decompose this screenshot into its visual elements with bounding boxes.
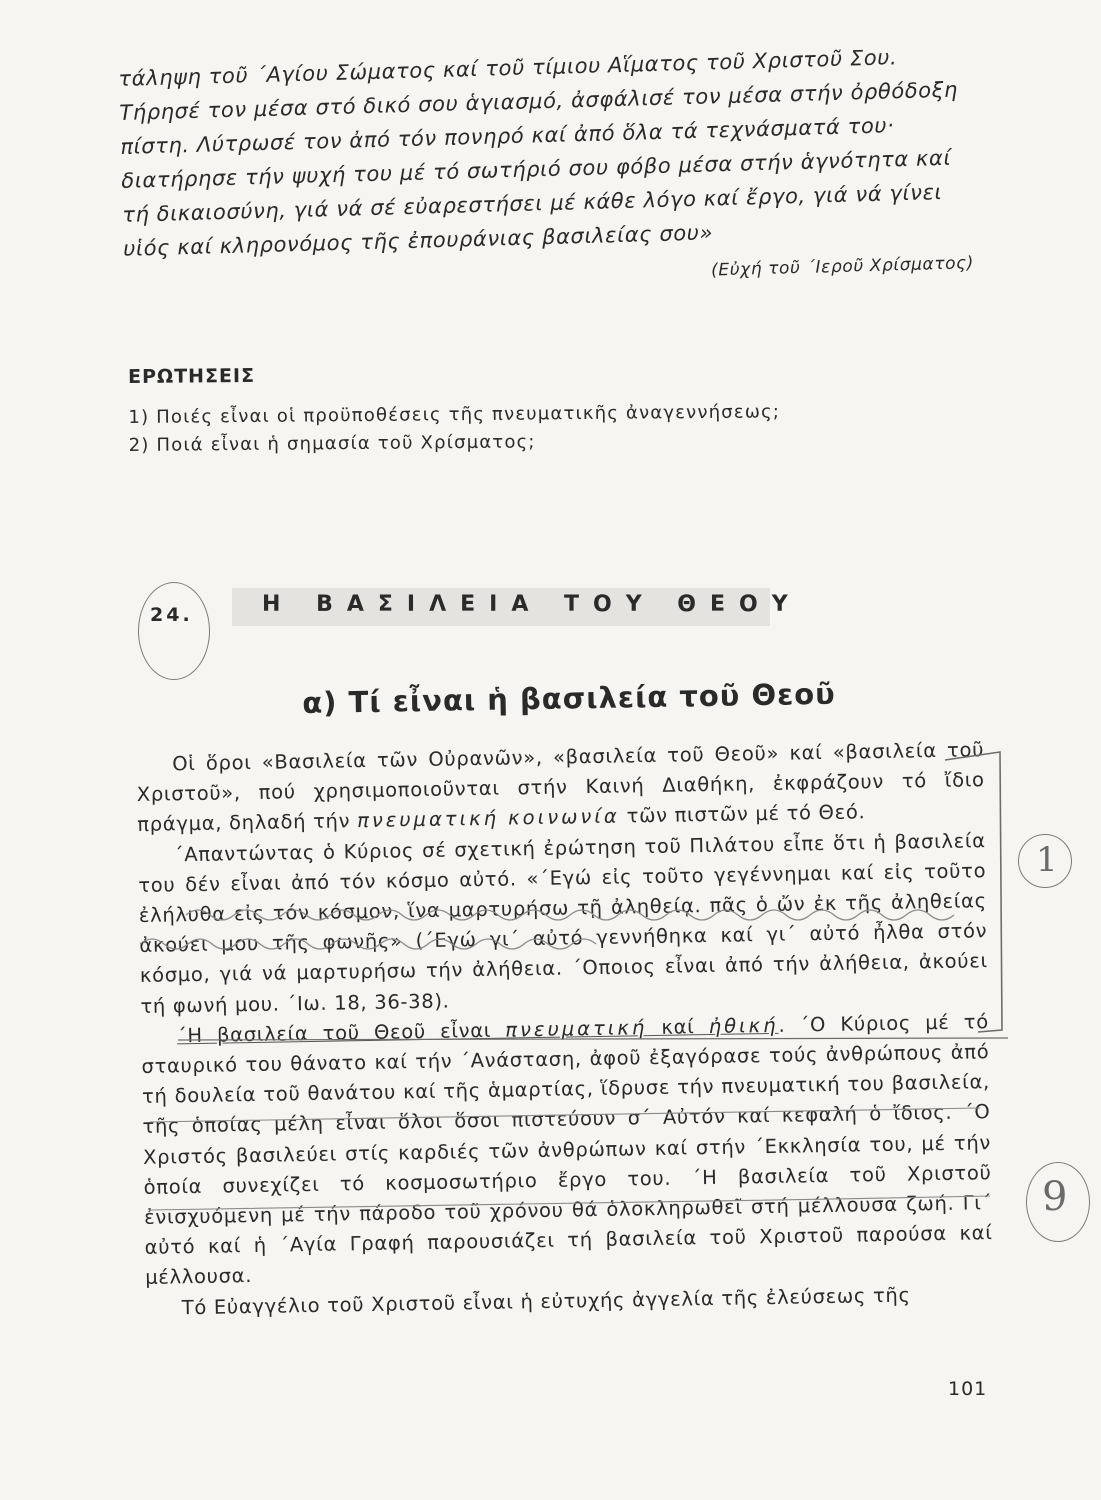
page-number: 101	[948, 1378, 988, 1400]
underlined-phrase: ´Η βασιλεία τοῦ Θεοῦ εἶναι	[176, 1018, 506, 1048]
prayer-text: τάληψη τοῦ ´Αγίου Σώματος καί τοῦ τίμιου Αἵματος τοῦ Χριστοῦ Σου. Τήρησέ τον μέσα στό δικό σου ἁγιασμό, ἀσφάλισέ τον μέσα στήν ὀρθόδοξη πίστη. Λύτρωσέ τον ἀπό τόν πονηρό καί ἀπό ὅλα τά τεχνάσματά του· διατήρησε τήν ψυχή του μέ τό σωτήριό σου φόβο μέσα στήν ἁγνότητα καί τή δικαιοσύνη, γιά νά σέ εὐαρεστήσει μέ κάθε λόγο καί ἔργο, γιά νά γίνει υἱός καί κληρονόμος τῆς ἐπουράνιας βασιλείας σου»	[118, 45, 959, 261]
body-text-run: . ´Ο Κύριος μέ τό σταυρικό του θάνατο καί τήν ´Ανάσταση, ἀφοῦ ἐξαγόρασε τούς ἀνθρώπους ἀπό τή δουλεία τοῦ θανάτου καί τῆς ἁμαρτίας, ἵδρυσε τήν πνευματική του βασιλεία, τῆς ὁποίας μέλη εἶναι ὅλοι ὅσοι πιστεύουν σ´ Αὐτόν καί κεφαλή ὁ ἴδιος. ´Ο Χριστός βασιλεύει στίς καρδιές τῶν ἀνθρώπων καί στήν ´Εκκλησία του, μέ τήν ὁποία συνεχίζει τό κοσμοσωτήριο ἔργο του. ´Η βασιλεία τοῦ Χριστοῦ ἐνισχυόμενη μέ τήν πάροδο τοῦ χρόνου θά ὁλοκληρωθεῖ στή μέλλουσα ζωή. Γι´ αὐτό καί ἡ ´Αγία Γραφή παρουσιάζει τή βασιλεία τοῦ Χριστοῦ παρούσα καί μέλλουσα.	[141, 1009, 993, 1290]
body-paragraph-4: Τό Εὐαγγέλιο τοῦ Χριστοῦ εἶναι ἡ εὐτυχής ἀγγελία τῆς ἐλεύσεως τῆς	[181, 1283, 911, 1319]
body-paragraph-2: ´Απαντώντας ὁ Κύριος σέ σχετική ἐρώτηση τοῦ Πιλάτου εἶπε ὅτι ἡ βασιλεία του δέν εἶναι ἀπό τόν κόσμο αὐτό. «´Εγώ εἰς τοῦτο γεγέννημαι καί εἰς τοῦτο ἐλήλυθα εἰς τόν κόσμον, ἵνα μαρτυρήσω τῇ ἀληθείᾳ. πᾶς ὁ ὤν ἐκ τῆς ἀληθείας ἀκούει μου τῆς φωνῆς» (´Εγώ γι´ αὐτό γεννήθηκα καί γι´ αὐτό ἦλθα στόν κόσμο, γιά νά μαρτυρήσω τήν ἀλήθεια. ´Οποιος εἶναι ἀπό τήν ἀλήθεια, ἀκούει τή φωνή μου. ´Ιω. 18, 36-38).	[138, 828, 989, 1018]
emphasized-term: ἠθική	[708, 1013, 779, 1038]
wavy-underline-mark	[140, 939, 596, 949]
question-item: 2) Ποιά εἶναι ἡ σημασία τοῦ Χρίσματος;	[128, 431, 536, 456]
margin-number-mark: 1	[1036, 840, 1058, 880]
wavy-underline-mark	[186, 910, 954, 920]
separator-pencil-line	[178, 1038, 1008, 1040]
questions-heading: ΕΡΩΤΗΣΕΙΣ	[128, 364, 256, 388]
emphasized-term: πνευματική κοινωνία	[356, 804, 620, 833]
margin-number-mark: 9	[1042, 1174, 1068, 1220]
chapter-title: Η ΒΑΣΙΛΕΙΑ ΤΟΥ ΘΕΟΥ	[262, 592, 802, 617]
pencil-line-mark	[150, 1108, 980, 1122]
emphasized-term: πνευματική	[505, 1015, 648, 1042]
body-text-run: Οἱ ὅροι «Βασιλεία τῶν Οὐρανῶν», «βασιλεία τοῦ Θεοῦ» καί «βασιλεία τοῦ Χριστοῦ», πού χρησιμοποιοῦνται στήν Καινή Διαθήκη, ἐκφράζουν τό ἴδιο πράγμα, δηλαδή τήν	[136, 738, 985, 837]
prayer-source: (Εὐχή τοῦ ´Ιεροῦ Χρίσματος)	[710, 253, 975, 281]
underlined-phrase: καί	[647, 1014, 709, 1039]
pencil-line-mark	[150, 1196, 990, 1210]
body-text-run: τῶν πιστῶν μέ τό Θεό.	[619, 800, 866, 828]
section-heading: α) Τί εἶναι ἡ βασιλεία τοῦ Θεοῦ	[302, 676, 837, 720]
question-item: 1) Ποιές εἶναι οἱ προϋποθέσεις τῆς πνευματικῆς ἀναγεννήσεως;	[128, 401, 781, 428]
chapter-number: 24.	[150, 604, 193, 626]
margin-bracket-mark	[945, 752, 1002, 1032]
